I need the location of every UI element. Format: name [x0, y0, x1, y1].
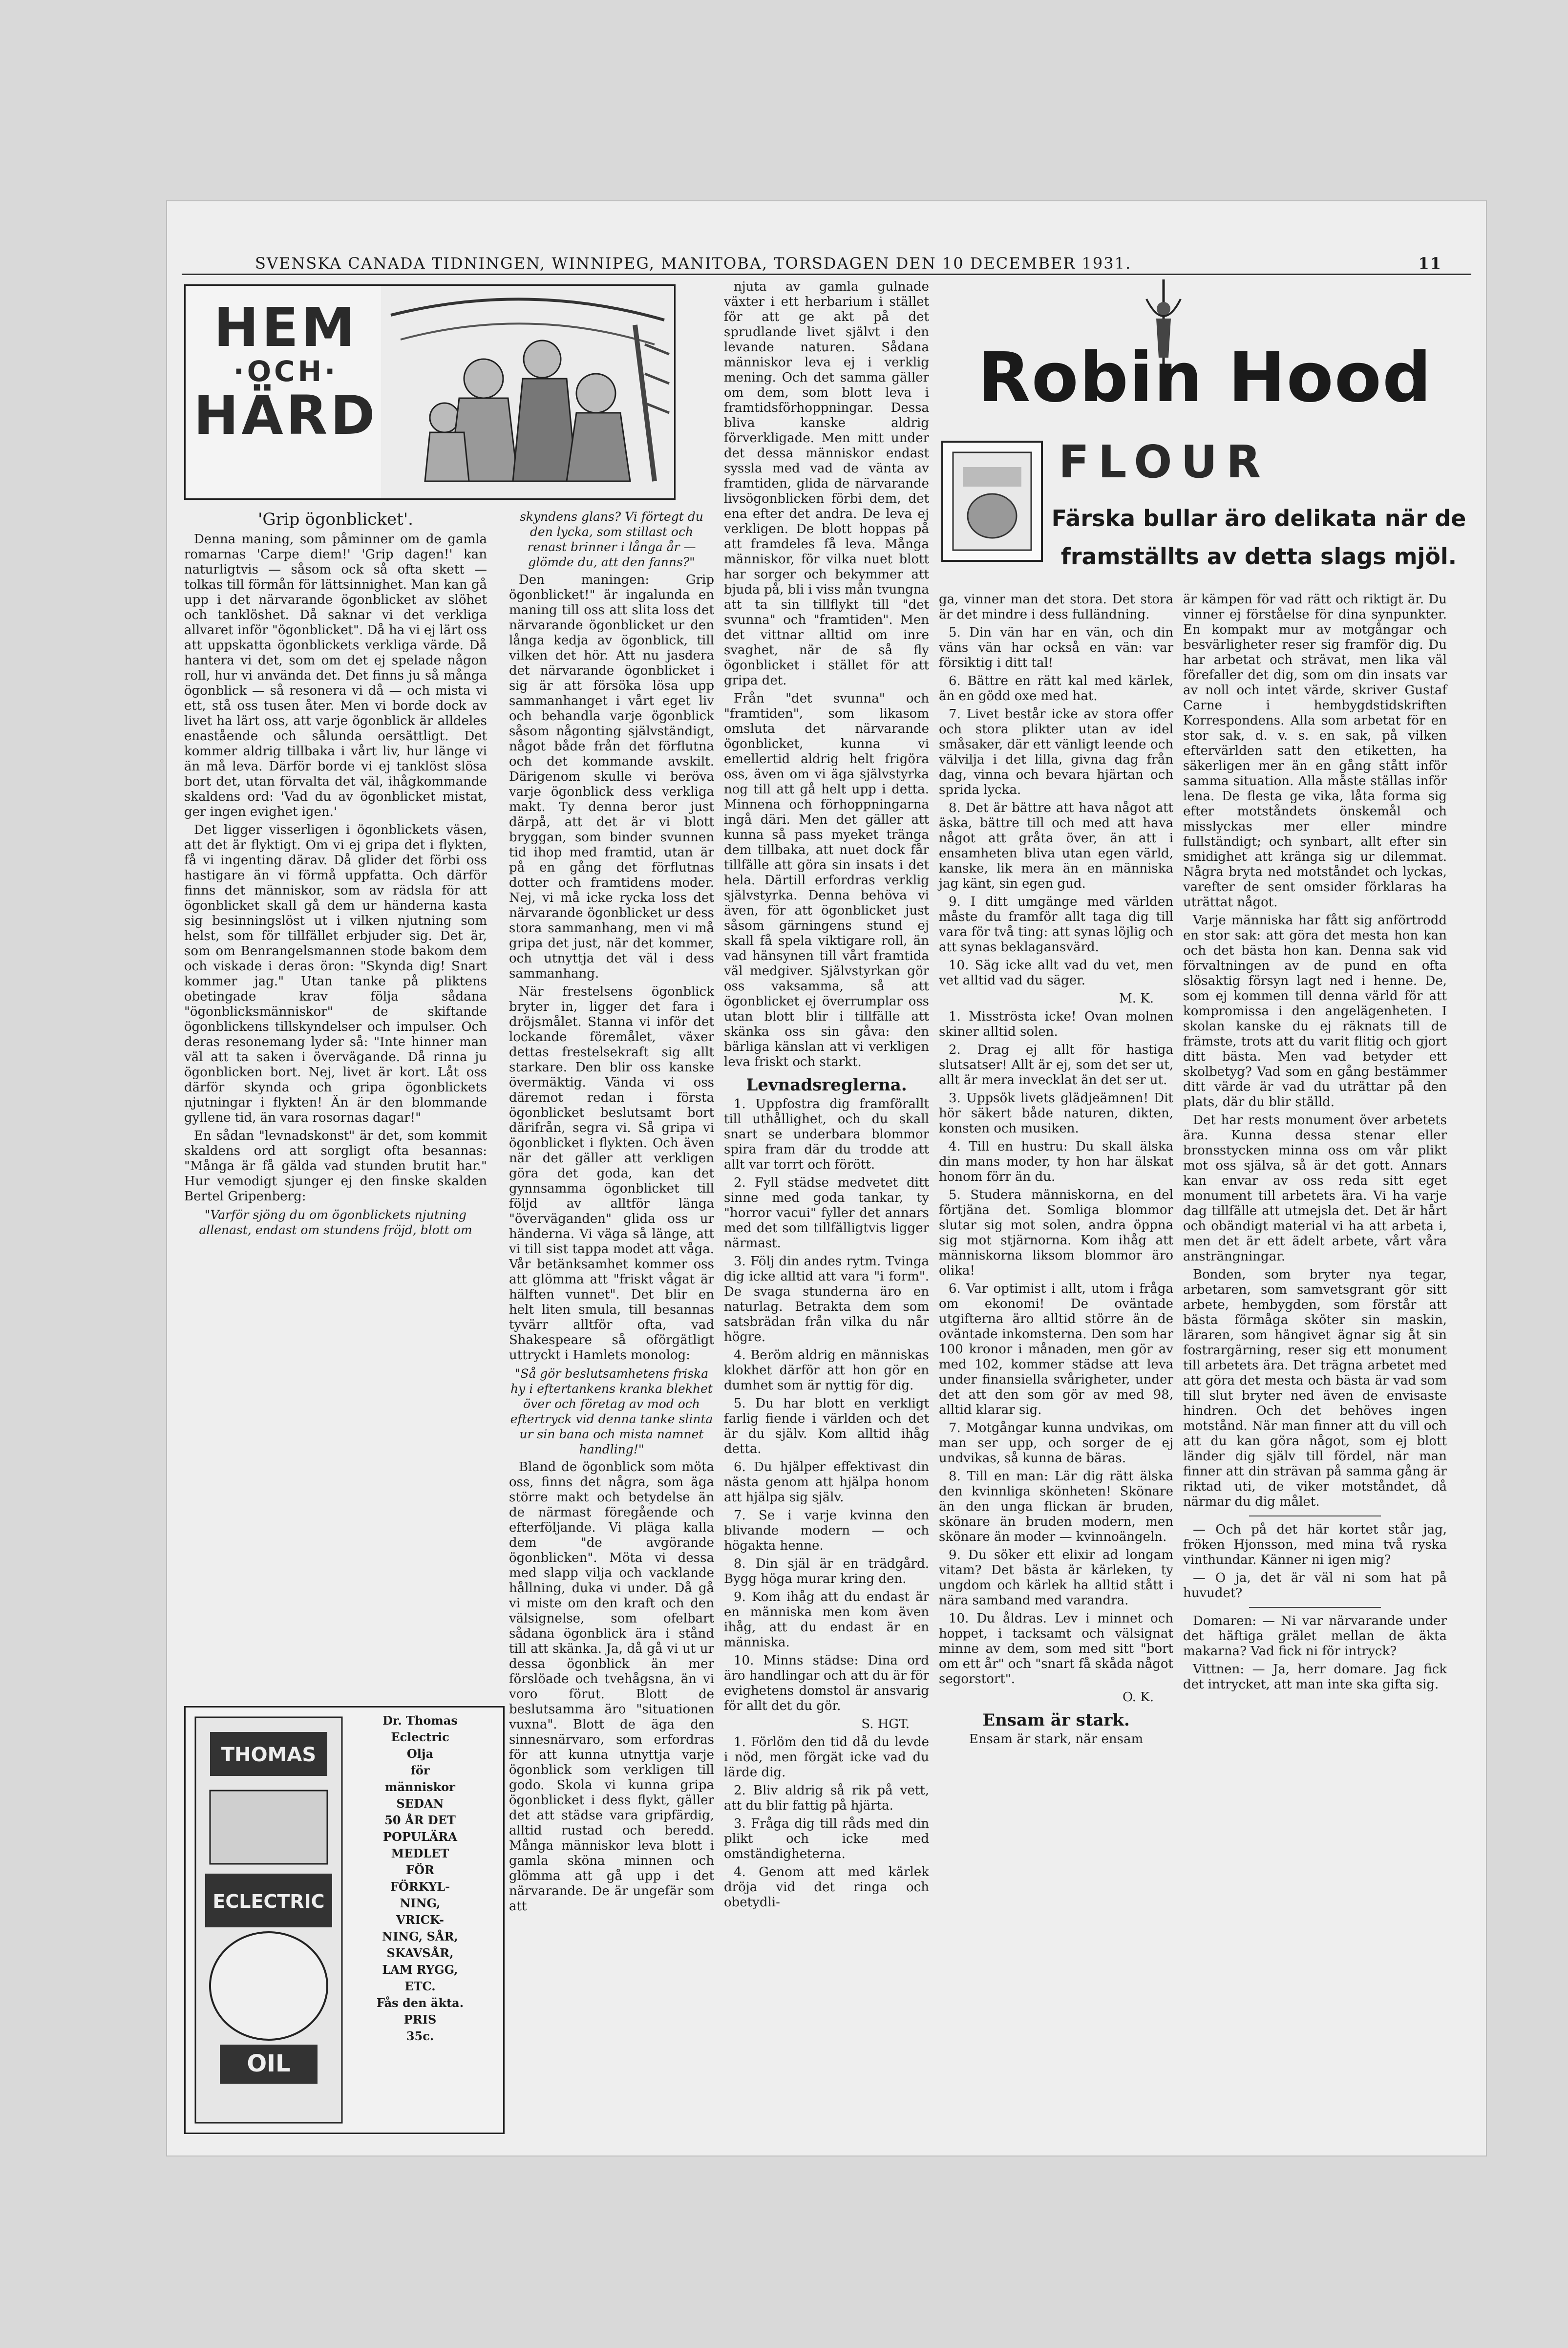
banner-word-hem: HEM: [213, 296, 358, 359]
col4-paragraph: 7. Livet består icke av stora offer och stora plikter utan av idel småsaker, där ett vänligt leende och välvilja i det lilla, givna dag från dag, vinna och bevara hjärtan och sprida lycka.: [939, 707, 1173, 797]
robin-hood-slogan: Färska bullar äro delikata när de framställts av detta slags mjöl.: [1051, 505, 1466, 570]
rule-item: 5. Studera människorna, en del förtjäna det. Somliga blommor slutar sig mot solen, andra öppna sig mot stjärnorna. Kom ihåg att människorna liksom blommor äro olika!: [939, 1188, 1173, 1278]
col2-quote-top: skyndens glans? Vi förtegt du den lycka, som stillast och renast brinner i långa år — glömde du, att den fanns?": [520, 510, 703, 569]
rule-item: 7. Se i varje kvinna den blivande modern — och högakta henne.: [724, 1508, 929, 1553]
col3-paragraph: Från "det svunna" och "framtiden", som likasom omsluta det närvarande ögonblicket, kunna vi emellertid aldrig helt frigöra oss, även om vi äga självstyrka nog till att gå helt upp i detta. Minnena och förhoppningarna ingå däri. Men det gäller att kunna så pass myeket tränga dem tillbaka, att nuet dock får tillfälle att göra sin insats i det hela. Därtill erfordras verklig självstyrka. Denna behöva vi även, för att ögonblicket just såsom gärningens stund ej skall få spela viktigare roll, än vad hänsynen till vårt framtida väl medgiver. Självstyrkan gör oss vaksamma, så att ögonblicket ej överrumplar oss utan blott blir i tillfälle att skänka oss sin gåva: den bärliga känslan att vi verkligen leva friskt och starkt.: [724, 691, 929, 1069]
thomas-logo-top: THOMAS: [221, 1744, 317, 1766]
thomas-ad-line: FÖR: [406, 1863, 434, 1877]
thomas-ad-line: SKAVSÅR,: [386, 1946, 454, 1960]
col5-paragraph: Varje människa har fått sig anförtrodd en stor sak: att göra det mesta hon kan och det bästa hon kan. Denna sak vid förvaltningen av de pund en ofta slösaktig försyn lagt ned i henne. De, som ej kommen till denna värld för att kompromissa i den angelägenheten. I skolan kanske du ej räknats till de främste, trots att du varit flitig och gjort ditt bästa. Men vad betyder ett skolbetyg? Vad som en gång bestämmer ditt värde är vad du uträttar på den plats, där du blir ställd.: [1183, 913, 1447, 1110]
rule-item: 8. Din själ är en trädgård. Bygg höga murar kring den.: [724, 1557, 929, 1586]
thomas-ad-line: MEDLET: [391, 1846, 449, 1860]
grip-paragraph: Denna maning, som påminner om de gamla romarnas 'Carpe diem!' 'Grip dagen!' kan naturligtvis — såsom ock så ofta skett — tolkas till förmån för lättsinnighet. Man kan gå upp i det närvarande ögonblicket av slöhet och tanklöshet. Då saknar vi det verkliga allvaret inför "ögonblicket". Då ha vi ej lärt oss att uppskatta ögonblickets verkliga värde. Då hantera vi det, som om det ej spelade någon roll, hur vi använda det. Det finns ju så många ögonblick — så resonera vi då — och mista vi ett, stå oss tusen åter. Men vi borde dock av livet ha lärt oss, att varje ögonblick är alldeles enastående och sålunda oersättligt. Det kommer aldrig tillbaka i vårt liv, hur länge vi än må leva. Därför borde vi ej tanklöst slösa bort det, utan förvalta det väl, ihågkommande skaldens ord: 'Vad du av ögonblicket mistat, ger ingen evighet igen.': [184, 532, 487, 819]
grip-quote: "Varför sjöng du om ögonblickets njutning allenast, endast om stundens fröjd, blott om: [199, 1208, 472, 1237]
banner-logo: [193, 296, 379, 447]
signature-mk: M. K.: [1119, 991, 1154, 1006]
col5-paragraph: är kämpen för vad rätt och riktigt är. Du vinner ej förståelse för dina synpunkter. En kompakt mur av motgångar och besvärligheter reser sig framför dig. Du har arbetat och strävat, men lika väl förefaller det dig, som om din insats var av noll och intet värde, skriver Gustaf Carne i hembygdstidskriften Korrespondens. Alla som arbetat för en stor sak, d. v. s. en sak, på vilken eftervärlden satt den etiketten, ha säkerligen mer än en gång stått inför samma situation. Alla måste ställas inför lena. De flesta ge vika, låta forma sig efter motståndets önskemål och misslyckas mer eller mindre fullständigt; och synbart, allt efter sin smidighet att kränga sig ur dilemmat. Några bryta ned motståndet och lyckas, varefter de sent omsider förklaras ha uträttat något.: [1183, 592, 1447, 910]
col4-paragraph: 6. Bättre en rätt kal med kärlek, än en gödd oxe med hat.: [939, 674, 1173, 704]
rule-item: 4. Beröm aldrig en människas klokhet därför att hon gör en dumhet som är nyttig för dig.: [724, 1348, 929, 1393]
rule-item: 1. Förlöm den tid då du levde i nöd, men förgät icke vad du lärde dig.: [724, 1735, 929, 1780]
rule-item: 7. Motgångar kunna undvikas, om man ser upp, och sorger de ej undvikas, så kunna de bäras.: [939, 1421, 1173, 1466]
thomas-ad-line: FÖRKYL-: [390, 1879, 450, 1894]
column-1: [184, 509, 487, 1240]
thomas-ad-line: 50 ÅR DET: [384, 1813, 456, 1827]
rule-item: 3. Uppsök livets glädjeämnen! Dit hör säkert både naturen, dikten, konsten och musiken.: [939, 1091, 1173, 1136]
grip-paragraph: En sådan "levnadskonst" är det, som kommit skaldens ord att sorgligt ofta besannas: "Många är få gälda vad stunden brutit har." Hur vemodigt sjunger ej den finske skalden Bertel Gripenberg:: [184, 1129, 487, 1204]
dialog-line: Vittnen: — Ja, herr domare. Jag fick det intrycket, att man inte ska gifta sig.: [1183, 1662, 1447, 1692]
thomas-logo-mid: ECLECTRIC: [212, 1891, 325, 1912]
separator-rule: [1249, 1607, 1381, 1608]
thomas-eclectric-oil-ad: [184, 1706, 505, 2134]
column-5: [1183, 592, 1447, 1695]
rule-item: 1. Misströsta icke! Ovan molnen skiner alltid solen.: [939, 1009, 1173, 1039]
column-4: [939, 592, 1173, 1750]
robin-hood-flour-ad: [932, 279, 1479, 582]
dialog-line: — O ja, det är väl ni som hat på huvudet?: [1183, 1571, 1447, 1601]
col2-paragraph: Den maningen: Grip ögonblicket!" är ingalunda en maning till oss att slita loss det närvarande ögonblicket ur den långa kedja av ögonblick, till vilken det hör. Att nu jasdera det närvarande ögonblicket i sig är att försöka lösa upp sammanhanget i vårt eget liv och behandla varje ögonblick såsom någonting självständigt, något både från det förflutna och det kommande avskilt. Därigenom skulle vi beröva varje ögonblick dess verkliga makt. Ty denna beror just därpå, att det är vi blott bryggan, som binder svunnen tid ihop med framtid, utan är på en gång det förflutnas dotter och framtidens moder. Nej, vi må icke rycka loss det närvarande ögonblicket ur dess stora sammanhang, men vi må gripa det just, när det kommer, och utnyttja det väl i dess sammanhang.: [509, 573, 714, 981]
rule-item: 9. Kom ihåg att du endast är en människa men kom även ihåg, att du endast är en människa.: [724, 1590, 929, 1650]
rule-item: 4. Genom att med kärlek dröja vid det ringa och obetydli-: [724, 1865, 929, 1910]
ensam-title: Ensam är stark.: [982, 1710, 1130, 1730]
signature-shgt: S. HGT.: [861, 1717, 910, 1731]
col4-paragraph: 5. Din vän har en vän, och din väns vän har också en vän: var försiktig i ditt tal!: [939, 625, 1173, 670]
thomas-ad-line: Fås den äkta.: [376, 1996, 464, 2010]
rule-item: 10. Du åldras. Lev i minnet och hoppet, i tacksamt och välsignat minne av dem, som med sitt "bort om ett år" och "snart få skåda något segorstort".: [939, 1611, 1173, 1686]
thomas-ad-line: LAM RYGG,: [382, 1963, 458, 1977]
grip-title: 'Grip ögonblicket'.: [258, 510, 413, 529]
signature-ok: O. K.: [1122, 1690, 1154, 1705]
rule-item: 2. Bliv aldrig så rik på vett, att du blir fattig på hjärta.: [724, 1783, 929, 1813]
rule-item: 9. Du söker ett elixir ad longam vitam? Det bästa är kärleken, ty ungdom och kärlek ha alltid stått i nära samband med varandra.: [939, 1548, 1173, 1608]
rule-item: 6. Var optimist i allt, utom i fråga om ekonomi! De oväntade utgifterna äro alltid större än de oväntade inkomsterna. Den som har 100 kronor i månaden, men gör av med 102, kommer städse att leva under finansiella svårigheter, under det att den som gör av med 98, alltid klarar sig.: [939, 1281, 1173, 1417]
col5-paragraph: Bonden, som bryter nya tegar, arbetaren, som samvetsgrant gör sitt arbete, hembygden, som förstår att bästa förmåga sköter sin maskin, läraren, som hängivet ägnar sig åt sin fostrargärning, reser sig ett monument till arbetets ära. Det trägna arbetet med att göra det mesta och bästa är vad som till slut bryter ned även de envisaste hindren. Och det behöves ingen motstånd. När man finner att du vill och att du kan göra något, som ej blott länder dig själv till fördel, när man finner att din strävan på samma gång är riktad uti, de viker motståndet, då närmar du dig målet.: [1183, 1267, 1447, 1509]
rule-item: 1. Uppfostra dig framförallt till uthållighet, och du skall snart se underbara blommor spira fram där du trodde att allt var torrt och förött.: [724, 1097, 929, 1172]
thomas-ad-line: 35c.: [406, 2029, 434, 2043]
thomas-ad-line: människor: [385, 1780, 455, 1794]
thomas-ad-line: ETC.: [404, 1979, 436, 1993]
col4-paragraph: 10. Säg icke allt vad du vet, men vet alltid vad du säger.: [939, 958, 1173, 988]
rule-item: 2. Fyll städse medvetet ditt sinne med goda tankar, ty "horror vacui" fyller det annars med det som tillfälligtvis ligger närmast.: [724, 1175, 929, 1251]
col5-paragraph: Det har rests monument över arbetets ära. Kunna dessa stenar eller bronsstycken minna oss om vår plikt mot oss själva, så är det gott. Annars kan envar av oss reda sitt eget monument till arbetets ära. Vi ha varje dag tillfälle att utmejsla det. Det är hårt och obändigt material vi ha att arbeta i, men det är ett ädelt arbete, vårt våra ansträngningar.: [1183, 1113, 1447, 1264]
hem-och-hard-banner: [184, 284, 676, 500]
rule-item: 6. Du hjälper effektivast din nästa genom att hjälpa honom att hjälpa sig själv.: [724, 1460, 929, 1505]
rule-item: 4. Till en hustru: Du skall älska din mans moder, ty hon har älskat honom förr än du.: [939, 1139, 1173, 1184]
col2-paragraph: När frestelsens ögonblick bryter in, ligger det fara i dröjsmålet. Stanna vi inför det lockande föremålet, växer dettas frestelsekraft sig allt starkare. Den blir oss kanske övermäktig. Vända vi oss däremot redan i första ögonblicket beslutsamt bort därifrån, segra vi. Så gripa vi ögonblicket i flykten. Och även när det gäller att verkligen göra det goda, kan det gynnsamma ögonblicket till följd av alltför länga "överväganden" glida oss ur händerna. Vi väga så länge, att vi till sist tappa modet att våga. Vår betänksamhet kommer oss att glömma att "friskt vågat är hälften vunnet". Det blir en helt liten smula, till besannas tyvärr alltför ofta, vad Shakespeare så oförgätligt uttryckt i Hamlets monolog:: [509, 984, 714, 1363]
thomas-ad-line: Olja: [406, 1747, 434, 1761]
col4-paragraph: ga, vinner man det stora. Det stora är det mindre i dess fulländning.: [939, 592, 1173, 622]
col2-shakespeare-quote: "Så gör beslutsamhetens friska hy i eftertankens kranka blekhet över och företag av mod och eftertryck vid denna tanke slinta ur sin bana och mista namnet handling!": [510, 1366, 713, 1456]
rule-item: 8. Till en man: Lär dig rätt älska den kvinnliga skönheten! Skönare än den unga flickan är bruden, skönare än bruden modern, men skönare än moder — kvinnoängeln.: [939, 1469, 1173, 1544]
banner-word-och: ·OCH·: [233, 355, 339, 388]
thomas-ad-line: NING,: [400, 1896, 441, 1910]
rule-item: 2. Drag ej allt för hastiga slutsatser! Allt är ej, som det ser ut, allt är mera invecklat än det ser ut.: [939, 1043, 1173, 1088]
grip-paragraph: Det ligger visserligen i ögonblickets väsen, att det är flyktigt. Om vi ej gripa det i flykten, få vi ingenting därav. Då glider det förbi oss hastigare än vi förmå uppfatta. Och därför finns det människor, som av rädsla för att ögonblicket skall gå dem ur händerna kasta sig besinningslöst ut i vilken njutning som helst, som för tillfället erbjuder sig. Det är, som om Benrangelsmannen stode bakom dem och viskade i deras öron: "Skynda dig! Snart kommer jag." Utan tanke på pliktens obetingade krav följa sådana "ögonblicksmänniskor" de skiftande ögonblickens tillskyndelser och impulser. Och deras resonemang lyder så: "Inte hinner man väl att ta saken i övervägande. Då rinna ju ögonblicken bort. Nej, livet är kort. Låt oss därför skynda och gripa ögonblickets njutningar i flykten! Än är den blommande gyllene tid, än vara rosornas dagar!": [184, 823, 487, 1125]
rule-item: 5. Du har blott en verkligt farlig fiende i världen och det är du själv. Kom alltid ihåg detta.: [724, 1396, 929, 1456]
thomas-logo-bottom: OIL: [247, 2050, 291, 2077]
rule-item: 3. Följ din andes rytm. Tvinga dig icke alltid att vara "i form". De svaga stunderna äro en naturlag. Betrakta dem som satsbrädan från vilka du når högre.: [724, 1254, 929, 1345]
dialog-line: — Och på det här kortet står jag, fröken Hjonsson, med mina två ryska vinthundar. Känner ni igen mig?: [1183, 1522, 1447, 1567]
col3-paragraph: njuta av gamla gulnade växter i ett herbarium i stället för att ge akt på det sprudlande livet självt i den levande naturen. Sådana människor leva ej i verklig mening. Och det samma gäller om dem, som blott leva i framtidsförhoppningar. Dessa bliva kanske aldrig förverkligade. Men mitt under det dessa människor endast syssla med vad de vänta av framtiden, glida de närvarande livsögonblicken förbi dem, det ena efter det andra. De leva ej verkligen. De blott hoppas på att framdeles få leva. Många människor, för vilka nuet blott har sorger och bekymmer att bjuda på, bli i viss mån tvungna att ta sin tillflykt till "det svunna" och "framtiden". Men det vittnar alltid om inre svaghet, när de så fly ögonblicket i stället för att gripa det.: [724, 279, 929, 688]
ensam-text: Ensam är stark, när ensam: [969, 1732, 1144, 1747]
col2-paragraph: Bland de ögonblick som möta oss, finns det några, som äga större makt och betydelse än de närmast föregående och efterföljande. Vi pläga kalla dem "de avgörande ögonblicken". Möta vi dessa med slapp vilja och vacklande hållning, duka vi under. Då gå vi miste om den kraft och den välsignelse, som ofelbart sådana ögonblick ära i stånd till att skänka. Ja, då gå vi ut ur dessa ögonblick än mer förslöade och tvehågsna, än vi voro förut. Blott de beslutsamma äro "situationen vuxna". Blott de äga den sinnesnärvaro, som erfordras för att kunna utnyttja varje ögonblick som verkligen till godo. Skola vi kunna gripa ögonblicket i dess flykt, gäller det att städse vara gripfärdig, alltid rustad och beredd. Många människor leva blott i gamla sköna minnen och glömma att gå upp i det närvarande. De är ungefär som att: [509, 1460, 714, 1914]
levnadsreglerna-title: Levnadsreglerna.: [746, 1075, 907, 1095]
rule-item: 10. Minns städse: Dina ord äro handlingar och att du är för evighetens domstol är ansvarig för allt det du gör.: [724, 1653, 929, 1713]
thomas-ad-line: Eclectric: [391, 1730, 449, 1744]
thomas-ad-text: [342, 1712, 498, 2045]
dialog-line: Domaren: — Ni var närvarande under det häftiga grälet mellan de äkta makarna? Vad fick ni för intryck?: [1183, 1614, 1447, 1659]
thomas-ad-line: SEDAN: [396, 1796, 444, 1811]
column-3: [724, 279, 929, 1913]
banner-word-hard: HÄRD: [193, 384, 378, 447]
robin-hood-brand: Robin Hood: [977, 338, 1433, 418]
col4-paragraph: 9. I ditt umgänge med världen måste du framför allt taga dig till vara för två ting: att synas löjlig och att synas beklagansvärd.: [939, 895, 1173, 955]
newspaper-page: [166, 200, 1487, 2156]
flour-bag-icon: [941, 441, 1043, 562]
thomas-ad-line: NING, SÅR,: [382, 1929, 458, 1943]
oil-bottle-icon: [191, 1712, 347, 2128]
thomas-ad-line: för: [410, 1763, 430, 1777]
thomas-ad-line: Dr. Thomas: [382, 1713, 458, 1728]
family-illustration-icon: [381, 286, 674, 498]
page-number: 11: [1418, 254, 1442, 273]
rule-item: 3. Fråga dig till råds med din plikt och icke med omständigheterna.: [724, 1816, 929, 1861]
thomas-ad-line: VRICK-: [396, 1913, 444, 1927]
column-2: [509, 509, 714, 1917]
robin-hood-product: FLOUR: [1059, 436, 1270, 488]
masthead-title: SVENSKA CANADA TIDNINGEN, WINNIPEG, MANITOBA, TORSDAGEN DEN 10 DECEMBER 1931.: [255, 254, 1132, 273]
masthead: [182, 254, 1471, 275]
col4-paragraph: 8. Det är bättre att hava något att äska, bättre till och med att hava något att gråta över, än att i ensamheten bliva utan egen värld, kanske, lik mera än en människa jag känt, sin egen gud.: [939, 801, 1173, 891]
thomas-ad-line: POPULÄRA: [383, 1830, 457, 1844]
thomas-ad-line: PRIS: [403, 2012, 437, 2027]
